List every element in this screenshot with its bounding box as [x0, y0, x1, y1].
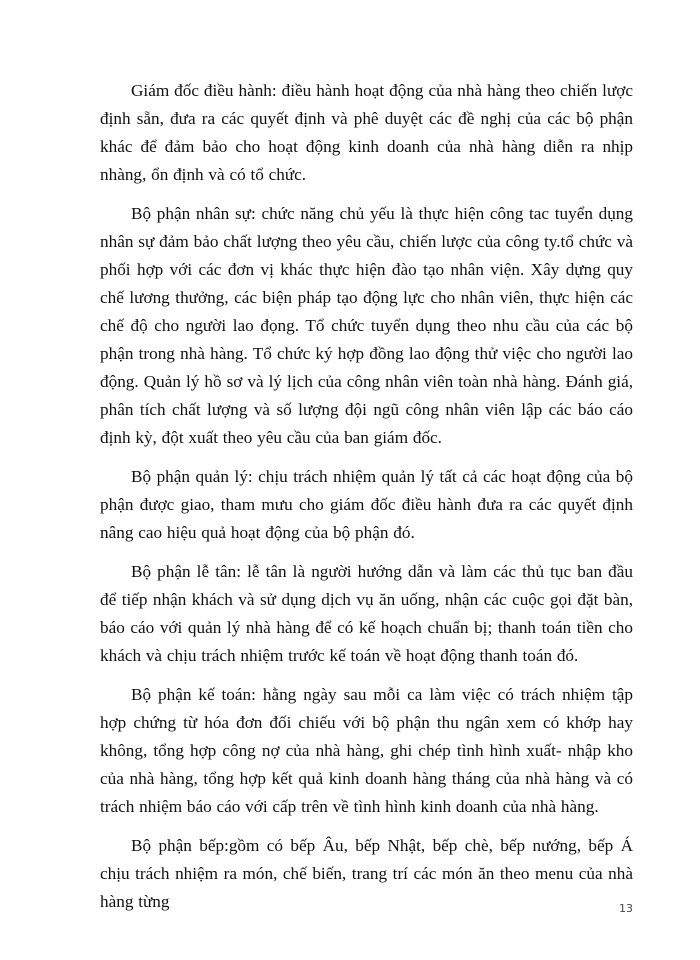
paragraph-executive-director: Giám đốc điều hành: điều hành hoạt động của nhà hàng theo chiến lược định sẵn, đưa ra các quyết định và phê duyệt các đề nghị của các bộ phận khác để đảm bảo cho hoạt động kinh doanh của nhà hàng diễn ra nhịp nhàng, ổn định và có tổ chức.	[100, 81, 633, 184]
paragraph-hr-department: Bộ phận nhân sự: chức năng chủ yếu là thực hiện công tac tuyển dụng nhân sự đảm bảo chất lượng theo yêu cầu, chiến lược của công ty.tổ chức và phối hợp với các đơn vị khác thực hiện đào tạo nhân viện. Xây dựng quy chế lương thưởng, các biện pháp tạo động lực cho nhân viên, thực hiện các chế độ cho người lao đọng. Tổ chức tuyển dụng theo nhu cầu của các bộ phận trong nhà hàng. Tổ chức ký hợp đồng lao động thử việc cho người lao động. Quản lý hồ sơ và lý lịch của công nhân viên toàn nhà hàng. Đánh giá, phân tích chất lượng và số lượng đội ngũ công nhân viên lập các báo cáo định kỳ, đột xuất theo yêu cầu của ban giám đốc.	[100, 204, 633, 447]
paragraph-kitchen-department: Bộ phận bếp:gồm có bếp Âu, bếp Nhật, bếp chè, bếp nướng, bếp Á chịu trách nhiệm ra món, chế biến, trang trí các món ăn theo menu của nhà hàng từng	[100, 836, 633, 911]
paragraph-management-department: Bộ phận quản lý: chịu trách nhiệm quản lý tất cả các hoạt động của bộ phận được giao, tham mưu cho giám đốc điều hành đưa ra các quyết định nâng cao hiệu quả hoạt động của bộ phận đó.	[100, 467, 633, 542]
paragraph-reception-department: Bộ phận lễ tân: lễ tân là người hướng dẫn và làm các thủ tục ban đầu để tiếp nhận khách và sử dụng dịch vụ ăn uống, nhận các cuộc gọi đặt bàn, báo cáo với quản lý nhà hàng để có kế hoạch chuẩn bị; thanh toán tiền cho khách và chịu trách nhiệm trước kế toán về hoạt động thanh toán đó.	[100, 562, 633, 665]
page-body	[100, 77, 633, 927]
paragraph-accounting-department: Bộ phận kế toán: hằng ngày sau mỗi ca làm việc có trách nhiệm tập hợp chứng từ hóa đơn đối chiếu với bộ phận thu ngân xem có khớp hay không, tổng hợp công nợ của nhà hàng, ghi chép tình hình xuất- nhập kho của nhà hàng, tổng hợp kết quả kinh doanh hàng tháng của nhà hàng và có trách nhiệm báo cáo với cấp trên về tình hình kinh doanh của nhà hàng.	[100, 685, 633, 816]
page-number: 13	[619, 902, 633, 915]
